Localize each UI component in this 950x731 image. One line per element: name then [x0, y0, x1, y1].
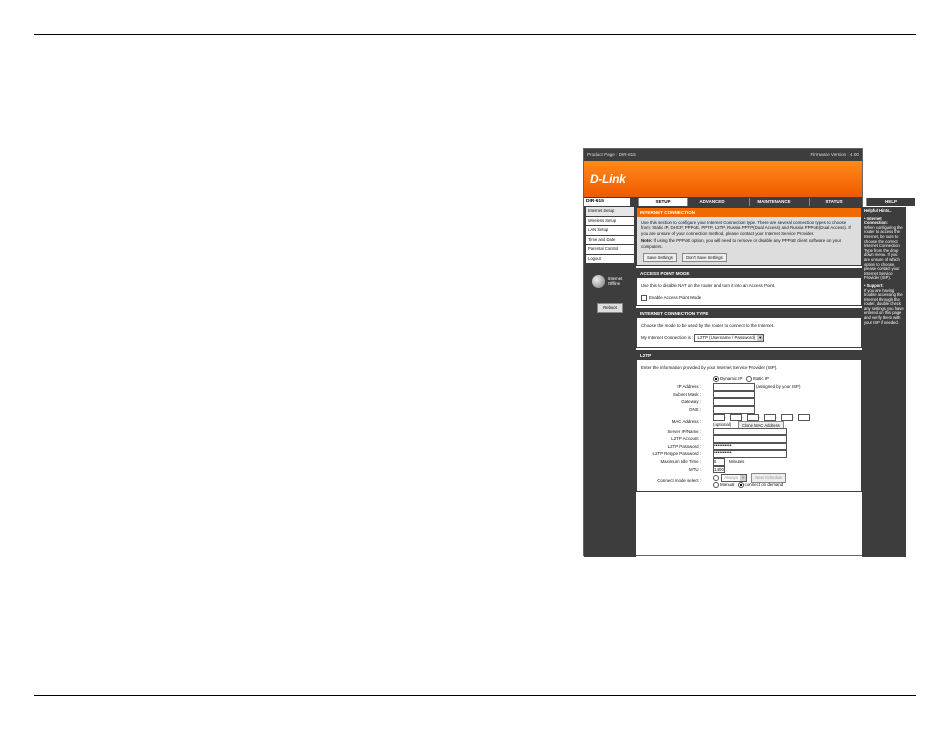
account-input[interactable]: [713, 435, 787, 443]
new-schedule-button[interactable]: New Schedule: [751, 473, 786, 482]
static-ip-radio[interactable]: [746, 376, 752, 382]
note-label: Note:: [641, 238, 653, 244]
on-demand-label: connect on demand: [744, 482, 784, 488]
mtu-row: [641, 466, 857, 474]
dynamic-ip-label: Dynamic IP: [720, 375, 743, 381]
connection-type-section: [636, 308, 862, 348]
manual-label: Manual: [720, 482, 735, 488]
brand-banner: [584, 161, 862, 197]
sidebar-item-logout[interactable]: Logout: [586, 255, 634, 264]
sidebar-item-time-date[interactable]: Time and Date: [586, 236, 634, 245]
idle-label: Maximum Idle Time :: [660, 459, 701, 464]
mac-optional-note: (optional): [713, 421, 732, 427]
router-screenshot: [583, 148, 904, 556]
connection-type-row: [641, 334, 857, 342]
sidebar-item-internet-setup[interactable]: Internet Setup: [586, 207, 634, 216]
server-label: Server IP/Name :: [667, 428, 701, 434]
connection-type-label: My Internet Connection is :: [641, 335, 694, 341]
globe-icon: [592, 275, 605, 288]
password-input[interactable]: ••••••••••: [713, 443, 787, 451]
help-heading-support: • Support:: [864, 282, 884, 288]
subnet-mask-input[interactable]: [713, 391, 755, 399]
connection-type-value: L2TP (Username / Password): [697, 335, 756, 341]
mac-octet-1[interactable]: [713, 414, 725, 422]
connection-type-select[interactable]: [694, 334, 764, 342]
mtu-input[interactable]: 1400: [714, 466, 724, 472]
mac-address-label: MAC Address :: [671, 418, 701, 424]
section-description: Enter the information provided by your Internet Service Provider (ISP).: [641, 365, 778, 371]
dlink-logo: D-Link: [590, 172, 626, 186]
dns-label: DNS :: [689, 407, 701, 413]
help-text-support: If you are having trouble accessing the Internet through the router, double check any settings you have entered on this page and verify them with your ISP if needed.: [864, 287, 904, 325]
sidebar: [584, 207, 636, 557]
ip-address-input[interactable]: [713, 383, 755, 391]
retype-input[interactable]: ••••••••••: [713, 450, 787, 458]
idle-unit: Minutes: [729, 459, 745, 464]
internet-connection-section: [636, 207, 862, 266]
sidebar-item-lan-setup[interactable]: LAN Setup: [586, 226, 634, 235]
always-on-radio[interactable]: [713, 475, 719, 481]
top-bar: [584, 149, 862, 161]
connect-mode-row: [641, 473, 857, 489]
tab-maintenance[interactable]: MAINTENANCE: [749, 198, 798, 206]
idle-input[interactable]: 5: [713, 458, 725, 466]
on-demand-radio[interactable]: [738, 482, 744, 488]
note-text: If using the PPPoE option, you will need to remove or disable any PPPoE client software on your computers.: [641, 238, 842, 249]
bottom-rule: [34, 695, 916, 696]
help-text-connection: When configuring the router to access the Internet, be sure to choose the correct Internet Connection Type from the drop down menu. If you are unsure of which option to choose, please contact your Internet Service Provider (ISP).: [864, 224, 903, 281]
dns-input[interactable]: [713, 406, 755, 414]
account-row: [641, 435, 857, 443]
section-title: INTERNET CONNECTION: [637, 208, 861, 217]
reboot-button[interactable]: Reboot: [597, 303, 623, 313]
mac-address-row: MAC Address : - - - - - (optional) Clone MAC Address: [641, 414, 857, 428]
static-ip-label: Static IP: [752, 375, 769, 381]
mtu-label: MTU :: [689, 466, 701, 472]
server-input[interactable]: [713, 428, 787, 436]
section-description: Use this to disable NAT on the router and turn it into an Access Point.: [641, 283, 776, 289]
section-title: ACCESS POINT MODE: [637, 269, 861, 278]
access-point-section: [636, 268, 862, 305]
dns-row: [641, 406, 857, 414]
server-row: [641, 428, 857, 436]
ip-address-label: IP Address :: [677, 384, 701, 390]
tab-advanced[interactable]: ADVANCED: [687, 198, 736, 206]
help-title: Helpful Hints..: [864, 208, 892, 213]
password-row: [641, 443, 857, 451]
always-on-option: [713, 473, 786, 482]
password-label: L2TP Password :: [667, 443, 701, 449]
help-heading-connection: • Internet Connection:: [864, 215, 888, 226]
dont-save-settings-button[interactable]: Don't Save Settings: [682, 253, 727, 262]
ip-mode-row: [641, 376, 857, 384]
status-line-1: Internet: [608, 276, 623, 281]
section-description: Use this section to configure your Internet Connection type. There are several connection types to choose from: Static IP, DHCP, PPPoE, PPTP, L2TP, Russia PPTP(Dual Access) and Russia PPPoE(Dual Access). If you are unsure of your connection method, please contact your Internet Service Provider.: [641, 220, 851, 236]
main-content: [636, 207, 862, 494]
idle-row: [641, 458, 857, 466]
tab-help[interactable]: HELP: [866, 198, 915, 206]
gateway-label: Gateway :: [681, 399, 701, 405]
tab-setup[interactable]: SETUP: [638, 198, 687, 206]
model-label: DIR-615: [584, 198, 630, 206]
retype-label: L2TP Retype Password :: [652, 451, 701, 457]
sidebar-item-parental-control[interactable]: Parental Control: [586, 245, 634, 254]
ip-address-row: [641, 383, 857, 391]
product-page-label: Product Page : DIR-615: [587, 152, 636, 157]
account-label: L2TP Account :: [671, 436, 701, 442]
ip-address-note: (assigned by your ISP): [756, 384, 801, 390]
subnet-mask-label: Subnet Mask :: [672, 391, 701, 397]
section-title: L2TP: [637, 351, 861, 360]
status-text: [608, 276, 622, 286]
access-point-label: Enable Access Point Mode: [649, 295, 702, 300]
ip-mode-radios: [713, 376, 769, 382]
tab-bar: [584, 197, 897, 207]
tab-status[interactable]: STATUS: [809, 198, 858, 206]
section-description: Choose the mode to be used by the router to connect to the Internet.: [641, 322, 775, 328]
dynamic-ip-radio[interactable]: [713, 376, 719, 382]
clone-mac-button[interactable]: Clone MAC Address: [738, 421, 784, 430]
l2tp-section: [636, 350, 862, 492]
sidebar-item-wireless-setup[interactable]: Wireless Setup: [586, 217, 634, 226]
status-line-2: Offline: [608, 281, 621, 286]
access-point-row: [641, 295, 857, 301]
note: [641, 238, 857, 249]
chevron-down-icon: ▼: [741, 475, 746, 481]
section-title: INTERNET CONNECTION TYPE: [637, 309, 861, 318]
firmware-version: Firmware Version : 4.00: [810, 152, 859, 157]
mac-octet-6[interactable]: [798, 414, 810, 422]
internet-status: [584, 273, 636, 293]
top-rule: [34, 34, 916, 35]
schedule-value: Always: [724, 475, 739, 481]
gateway-input[interactable]: [713, 398, 755, 406]
manual-radio[interactable]: [713, 482, 719, 488]
help-panel: [862, 207, 906, 557]
access-point-checkbox[interactable]: [641, 295, 647, 301]
subnet-row: [641, 391, 857, 399]
chevron-down-icon: ▼: [758, 335, 763, 341]
gateway-row: [641, 398, 857, 406]
connect-mode-label: Connect mode select :: [657, 478, 701, 484]
manual-ondemand-options: [713, 482, 783, 488]
schedule-select[interactable]: [721, 474, 747, 482]
save-settings-button[interactable]: Save Settings: [643, 253, 677, 262]
retype-row: [641, 450, 857, 458]
